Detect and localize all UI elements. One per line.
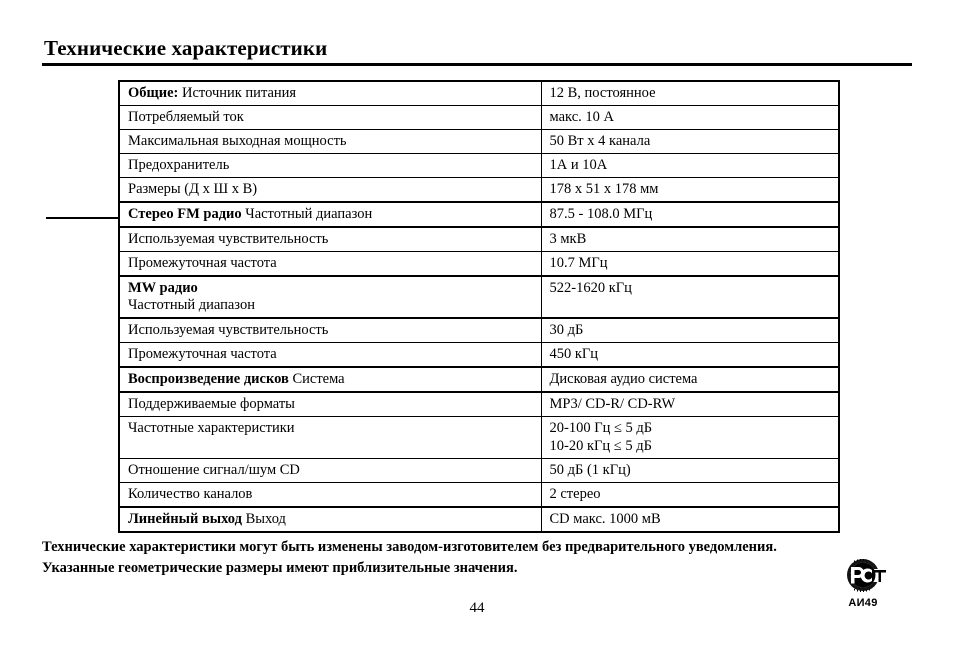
page-title: Технические характеристики [44, 36, 328, 60]
spec-label-rest: Система [288, 371, 345, 387]
spec-value-cell: 1А и 10А [541, 154, 839, 178]
page-number: 44 [469, 600, 485, 616]
spec-label-cell [119, 318, 541, 343]
spec-label-bold: Линейный выход [128, 511, 242, 527]
spec-value-cell: CD макс. 1000 мВ [541, 507, 839, 532]
spec-label-cell [119, 252, 541, 277]
spec-label-cell [119, 81, 541, 106]
spec-value-cell: 10.7 МГц [541, 252, 839, 277]
spec-value-cell: 178 x 51 x 178 мм [541, 178, 839, 203]
title-underline [42, 63, 912, 66]
table-row [119, 227, 839, 252]
footer-note [42, 537, 922, 579]
spec-value-cell: 50 Вт х 4 канала [541, 130, 839, 154]
spec-label-rest: Выход [241, 511, 286, 527]
spec-value-line2: 10-20 кГц ≤ 5 дБ [549, 438, 652, 454]
spec-label-cell [119, 507, 541, 532]
spec-label-cell [119, 459, 541, 483]
spec-label-rest: Поддерживаемые форматы [128, 396, 295, 412]
spec-label-cell [119, 130, 541, 154]
spec-label-cell [119, 276, 541, 318]
spec-label-bold: Стерео FM радио [128, 206, 242, 222]
spec-value-cell: 522-1620 кГц [541, 276, 839, 318]
spec-label-rest: Частотный диапазон [241, 206, 373, 222]
table-row [119, 483, 839, 508]
table-row [119, 106, 839, 130]
table-row-section-mw [119, 276, 839, 318]
table-row [119, 318, 839, 343]
spec-label-cell [119, 178, 541, 203]
spec-label-rest: Промежуточная частота [128, 346, 277, 362]
spec-value-cell: 50 дБ (1 кГц) [541, 459, 839, 483]
spec-value-cell: макс. 10 А [541, 106, 839, 130]
spec-label-rest: Источник питания [178, 85, 297, 101]
spec-label-cell [119, 483, 541, 508]
spec-label-cell [119, 227, 541, 252]
spec-label-cell [119, 202, 541, 227]
spec-label-rest: Размеры (Д х Ш х В) [128, 181, 258, 197]
table-row [119, 81, 839, 106]
spec-label-cell [119, 367, 541, 392]
spec-label-rest: Максимальная выходная мощность [128, 133, 347, 149]
table-row [119, 154, 839, 178]
spec-value-cell: 2 стерео [541, 483, 839, 508]
spec-label-rest: Потребляемый ток [128, 109, 244, 125]
spec-label-bold: Общие: [128, 85, 179, 101]
spec-value-cell [541, 417, 839, 459]
spec-label-rest: Отношение сигнал/шум CD [128, 462, 300, 478]
spec-value-cell: 87.5 - 108.0 МГц [541, 202, 839, 227]
spec-label-bold: Воспроизведение дисков [128, 371, 289, 387]
table-row [119, 343, 839, 368]
spec-label-cell [119, 343, 541, 368]
spec-label-rest: Используемая чувствительность [128, 231, 329, 247]
table-row [119, 459, 839, 483]
spec-label-cell [119, 392, 541, 417]
spec-value-cell: Дисковая аудио система [541, 367, 839, 392]
table-row [119, 252, 839, 277]
footer-note-line2: Указанные геометрические размеры имеют приблизительные значения. [42, 560, 518, 576]
rst-certification-icon [836, 556, 890, 596]
spec-label-rest: Используемая чувствительность [128, 322, 329, 338]
spec-value-cell: MP3/ CD-R/ CD-RW [541, 392, 839, 417]
table-row [119, 178, 839, 203]
page-header [42, 36, 912, 66]
spec-label-rest: Частотные характеристики [128, 420, 295, 436]
table-row-section-disc [119, 367, 839, 392]
spec-label-bold: MW радио [128, 280, 198, 296]
margin-rule [46, 217, 118, 219]
spec-label-cell [119, 154, 541, 178]
table-row-section-fm [119, 202, 839, 227]
spec-label-rest: Количество каналов [128, 486, 253, 502]
table-row-frequency-response [119, 417, 839, 459]
certification-code: АИ49 [848, 597, 878, 609]
spec-label-line2: Частотный диапазон [128, 297, 255, 313]
spec-label-rest: Предохранитель [128, 157, 230, 173]
spec-label-cell [119, 106, 541, 130]
table-row [119, 392, 839, 417]
footer-note-line1: Технические характеристики могут быть изменены заводом-изготовителем без предварительного уведомления. [42, 539, 777, 555]
table-row [119, 130, 839, 154]
specifications-table [118, 80, 840, 533]
spec-value-cell: 3 мкВ [541, 227, 839, 252]
spec-value-cell: 12 В, постоянное [541, 81, 839, 106]
spec-label-cell [119, 417, 541, 459]
table-row-section-lineout [119, 507, 839, 532]
spec-value-line1: 20-100 Гц ≤ 5 дБ [549, 420, 653, 436]
spec-label-rest: Промежуточная частота [128, 255, 277, 271]
spec-value-cell: 30 дБ [541, 318, 839, 343]
spec-value-cell: 450 кГц [541, 343, 839, 368]
